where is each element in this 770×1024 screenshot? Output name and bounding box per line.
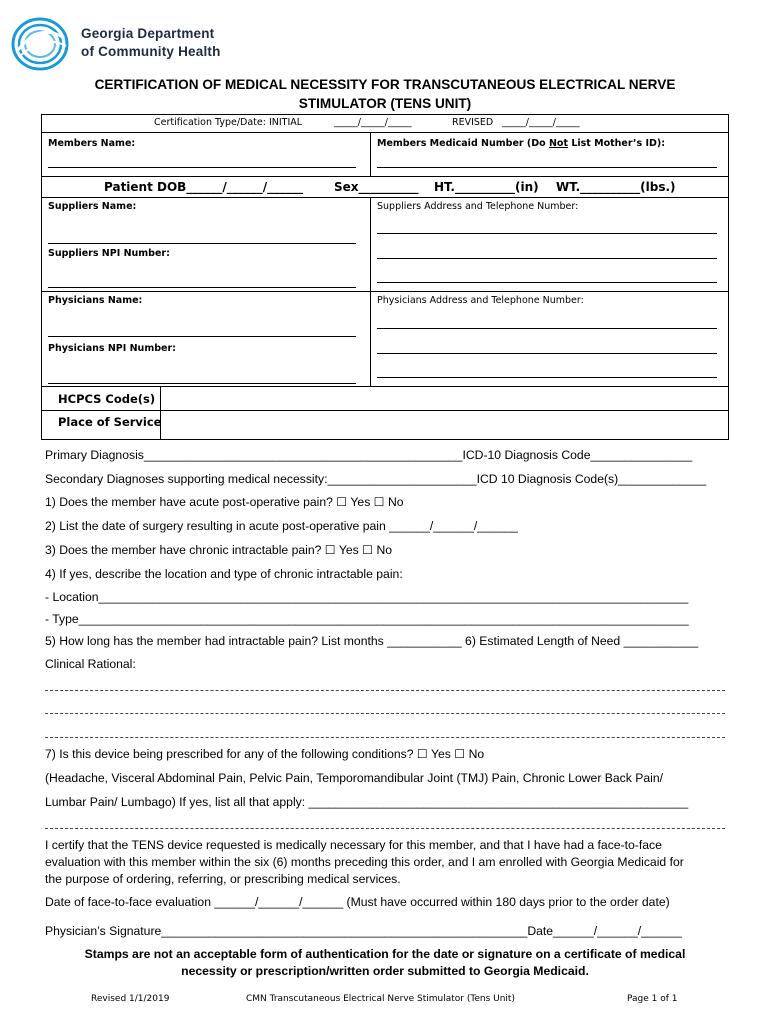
suppliers-address-line1[interactable]	[377, 233, 717, 234]
stamps-notice	[40, 946, 730, 980]
physicians-npi-field[interactable]	[48, 383, 356, 384]
footer-revised-date: Revised 1/1/2019	[91, 994, 170, 1004]
suppliers-address-line2[interactable]	[377, 258, 717, 259]
hcpcs-code-label: HCPCS Code(s)	[58, 392, 156, 406]
pain-location-field[interactable]: - Location_______________________________________________________________________________________	[45, 590, 689, 604]
question-conditions[interactable]: 7) Is this device being prescribed for any of the following conditions? ☐ Yes ☐ No	[45, 747, 485, 761]
members-name-field[interactable]	[48, 167, 356, 168]
physicians-address-line2[interactable]	[377, 353, 717, 354]
physicians-name-label: Physicians Name:	[48, 295, 143, 306]
physician-signature-field[interactable]: Physician’s Signature______________________________________________________Date______/______/______	[45, 924, 682, 938]
certify-statement-line1: I certify that the TENS device requested is medically necessary for this member, and that I have had a face-to-face	[45, 838, 662, 852]
place-of-service-field[interactable]	[161, 411, 728, 439]
primary-diagnosis-field[interactable]: Primary Diagnosis_______________________________________________ICD-10 Diagnosis Code_______________	[45, 448, 693, 462]
cert-revised-date-field[interactable]: _____/_____/_____	[502, 117, 580, 128]
clinical-rational-line1[interactable]	[45, 690, 725, 691]
clinical-rational-line3[interactable]	[45, 737, 725, 738]
suppliers-name-label: Suppliers Name:	[48, 201, 137, 212]
org-name-line2: of Community Health	[81, 44, 221, 59]
question-acute-pain[interactable]: 1) Does the member have acute post-operative pain? ☐ Yes ☐ No	[45, 495, 404, 509]
patient-height-field[interactable]: HT.__________(in)	[434, 180, 539, 194]
face-to-face-date-field[interactable]: Date of face-to-face evaluation ______/______/______ (Must have occurred within 180 days prior to the order date)	[45, 895, 670, 909]
cert-initial-date-field[interactable]: _____/_____/_____	[334, 117, 412, 128]
medicaid-number-field[interactable]	[377, 167, 717, 168]
suppliers-npi-label: Suppliers NPI Number:	[48, 248, 170, 259]
suppliers-npi-field[interactable]	[48, 287, 356, 288]
physicians-address-line1[interactable]	[377, 328, 717, 329]
question-chronic-pain[interactable]: 3) Does the member have chronic intractable pain? ☐ Yes ☐ No	[45, 543, 393, 557]
pain-type-field[interactable]: - Type__________________________________________________________________________________________	[45, 612, 689, 626]
cert-revised-label: REVISED	[452, 117, 494, 128]
question-pain-duration[interactable]: 5) How long has the member had intractable pain? List months ___________ 6) Estimated Length of Need ___________	[45, 634, 699, 648]
physicians-address-line3[interactable]	[377, 377, 717, 378]
stamps-notice-line1: Stamps are not an acceptable form of authentication for the date or signature on a certificate of medical	[84, 947, 686, 961]
clinical-rational-label: Clinical Rational:	[45, 657, 136, 671]
clinical-rational-line2[interactable]	[45, 713, 725, 714]
certify-statement-line2: evaluation with this member within the six (6) months preceding this order, and I am enrolled with Georgia Medicaid for	[45, 855, 684, 869]
suppliers-address-label: Suppliers Address and Telephone Number:	[377, 201, 579, 212]
hcpcs-code-field[interactable]	[161, 387, 728, 409]
certify-statement-line3: the purpose of ordering, referring, or prescribing medical services.	[45, 872, 401, 886]
org-name-line1: Georgia Department	[81, 26, 215, 41]
physicians-name-field[interactable]	[48, 336, 356, 337]
stamps-notice-line2: necessity or prescription/written order submitted to Georgia Medicaid.	[181, 964, 589, 978]
members-name-label: Members Name:	[48, 138, 136, 149]
cert-type-label: Certification Type/Date: INITIAL	[154, 117, 303, 128]
physicians-address-label: Physicians Address and Telephone Number:	[377, 295, 584, 306]
footer-form-name: CMN Transcutaneous Electrical Nerve Stimulator (Tens Unit)	[246, 994, 515, 1004]
logo-swirl-icon	[10, 16, 74, 72]
gdch-logo	[10, 16, 240, 72]
footer-page-number: Page 1 of 1	[627, 994, 678, 1004]
physicians-npi-label: Physicians NPI Number:	[48, 343, 176, 354]
form-title-line2: STIMULATOR (TENS UNIT)	[298, 96, 472, 111]
lumbar-conditions-field[interactable]: Lumbar Pain/ Lumbago) If yes, list all that apply: ________________________________________________________	[45, 795, 689, 809]
question-surgery-date[interactable]: 2) List the date of surgery resulting in acute post-operative pain ______/______/______	[45, 519, 518, 533]
conditions-list: (Headache, Visceral Abdominal Pain, Pelvic Pain, Temporomandibular Joint (TMJ) Pain, Chronic Lower Back Pain/	[45, 771, 664, 785]
form-title-line1: CERTIFICATION OF MEDICAL NECESSITY FOR TRANSCUTANEOUS ELECTRICAL NERVE	[94, 77, 676, 92]
place-of-service-label: Place of Service	[58, 415, 162, 429]
patient-sex-field[interactable]: Sex__________	[334, 180, 419, 194]
conditions-extra-line[interactable]	[45, 828, 725, 829]
suppliers-name-field[interactable]	[48, 243, 356, 244]
suppliers-address-line3[interactable]	[377, 282, 717, 283]
patient-weight-field[interactable]: WT.__________(lbs.)	[556, 180, 676, 194]
question-pain-description: 4) If yes, describe the location and type of chronic intractable pain:	[45, 567, 403, 581]
secondary-diagnosis-field[interactable]: Secondary Diagnoses supporting medical necessity:______________________ICD 10 Diagnosis Code(s)_____________	[45, 472, 707, 486]
medicaid-number-label: Members Medicaid Number (Do Not List Mother’s ID):	[377, 138, 666, 149]
patient-dob-field[interactable]: Patient DOB______/______/______	[104, 180, 304, 194]
